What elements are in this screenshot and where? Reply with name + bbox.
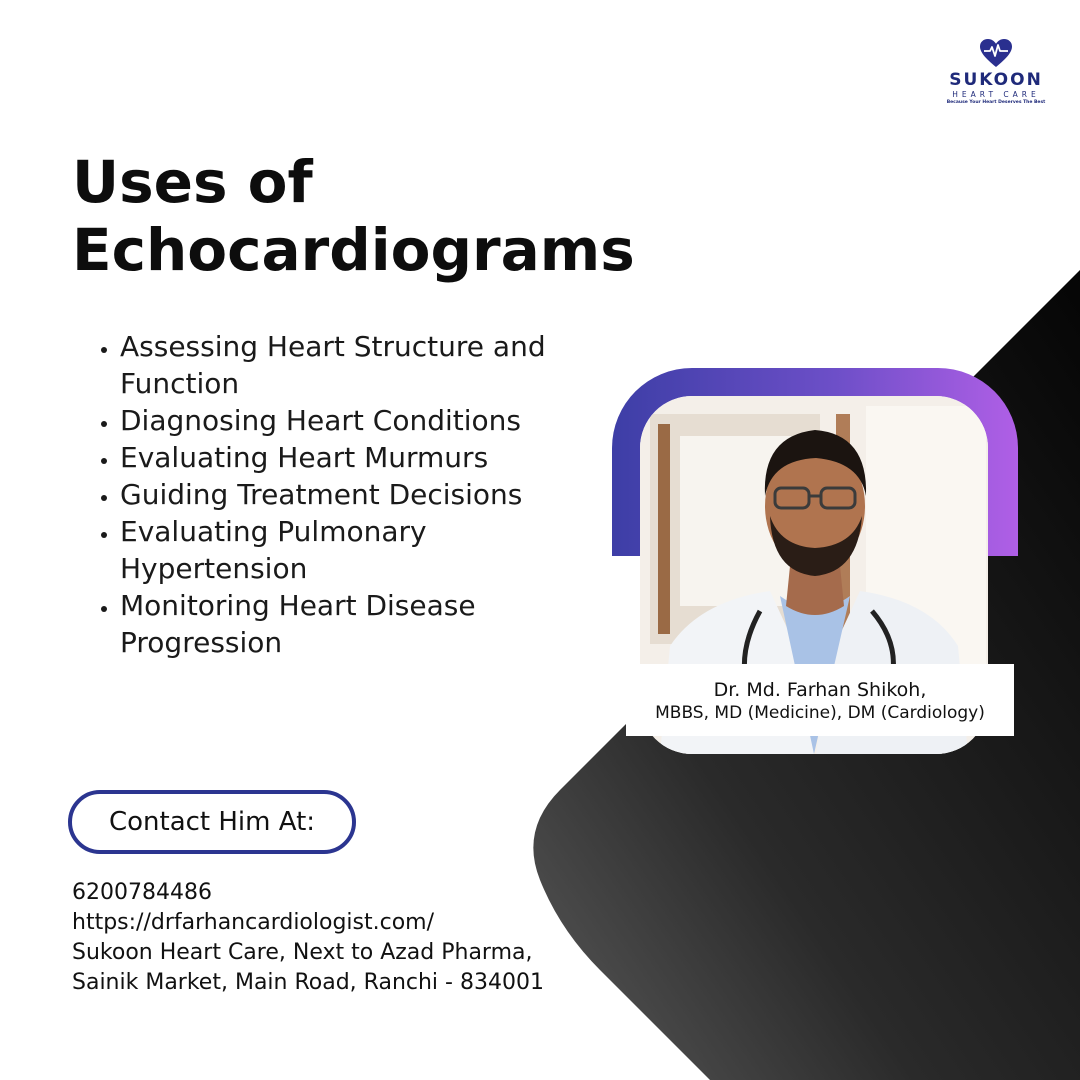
sukoon-logo: [940, 38, 1052, 105]
doctor-name: Dr. Md. Farhan Shikoh,: [713, 679, 927, 701]
title-line-1: Uses of: [72, 148, 313, 216]
list-item: • Evaluating Heart Murmurs: [120, 439, 590, 476]
brand-subtitle: HEART CARE: [952, 90, 1040, 99]
brand-tagline: Because Your Heart Deserves The Best: [946, 100, 1046, 105]
contact-website-link[interactable]: https://drfarhancardiologist.com/: [72, 910, 435, 935]
contact-label-pill: [68, 790, 356, 854]
list-item: • Evaluating Pulmonary Hypertension: [120, 513, 590, 587]
doctor-caption: [626, 664, 1014, 736]
uses-list: [84, 328, 590, 661]
title-line-2: Echocardiograms: [72, 216, 635, 284]
doctor-degrees: MBBS, MD (Medicine), DM (Cardiology): [655, 703, 985, 723]
contact-details: [72, 878, 592, 998]
contact-phone[interactable]: 6200784486: [72, 880, 212, 905]
heart-pulse-icon: [979, 38, 1013, 68]
contact-address-line-2: Sainik Market, Main Road, Ranchi - 834001: [72, 970, 544, 995]
list-item: • Guiding Treatment Decisions: [120, 476, 590, 513]
contact-label: Contact Him At:: [108, 807, 316, 837]
list-item: • Diagnosing Heart Conditions: [120, 402, 590, 439]
list-item: • Assessing Heart Structure and Function: [120, 328, 590, 402]
list-item: • Monitoring Heart Disease Progression: [120, 587, 590, 661]
brand-name: SUKOON: [949, 70, 1043, 90]
page-title: [72, 148, 672, 284]
contact-address-line-1: Sukoon Heart Care, Next to Azad Pharma,: [72, 940, 533, 965]
